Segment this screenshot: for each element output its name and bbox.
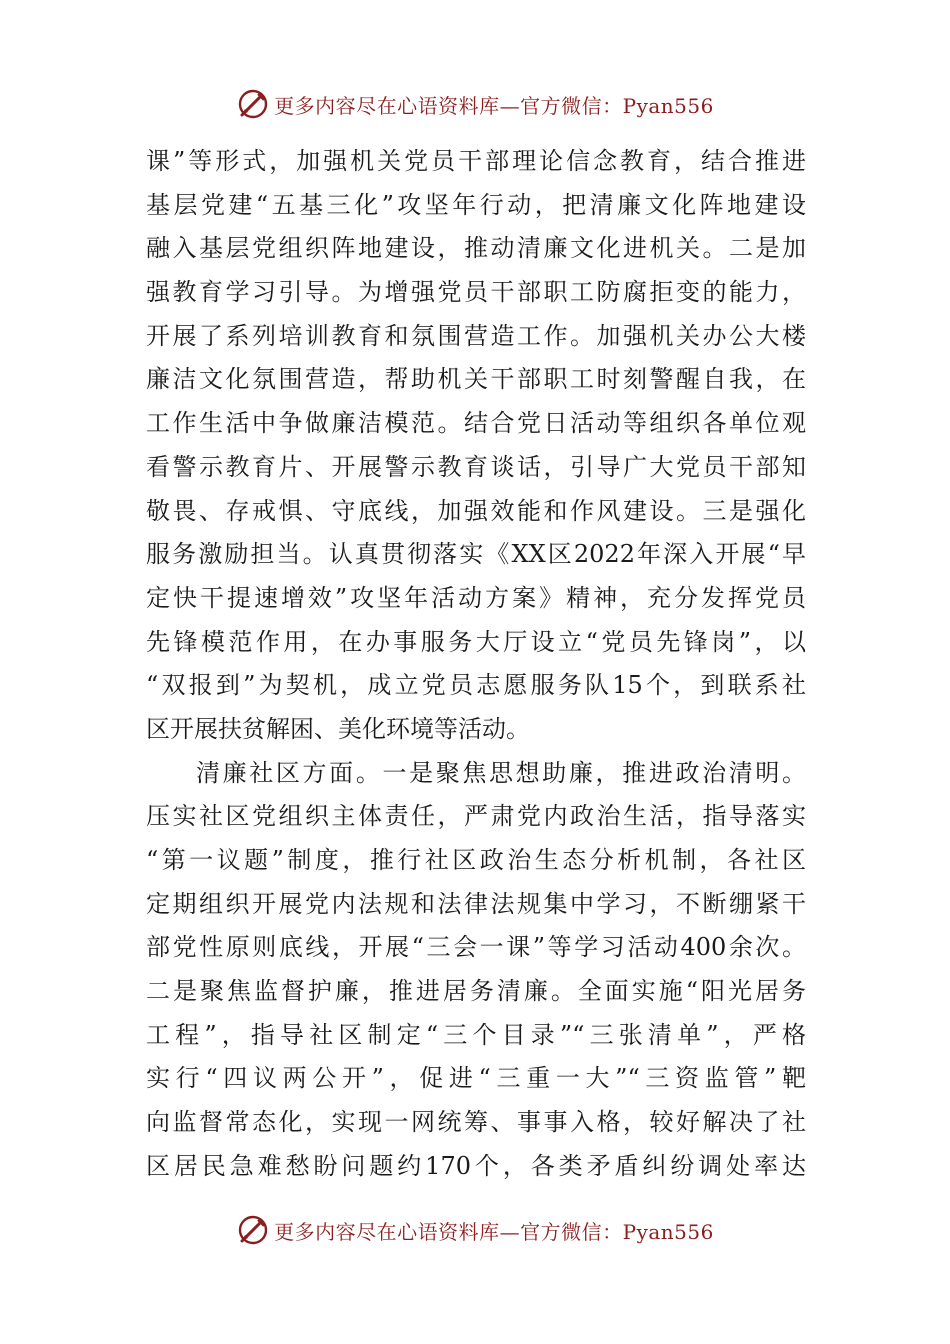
body-line: 课”等形式，加强机关党员干部理论信念教育，结合推进 <box>146 147 806 175</box>
header-banner-text: 更多内容尽在心语资料库—官方微信：Pyan556 <box>274 93 714 118</box>
pen-logo-icon <box>236 87 270 121</box>
header-banner <box>0 84 950 124</box>
body-line: 部党性原则底线，开展“三会一课”等学习活动400余次。 <box>146 933 806 962</box>
body-line: 敬畏、存戒惧、守底线，加强效能和作风建设。三是强化 <box>146 496 806 525</box>
body-line: 基层党建“五基三化”攻坚年行动，把清廉文化阵地建设 <box>146 190 806 219</box>
body-line: 看警示教育片、开展警示教育谈话，引导广大党员干部知 <box>146 452 806 481</box>
body-line: 开展了系列培训教育和氛围营造工作。加强机关办公大楼 <box>146 321 806 350</box>
body-line: 向监督常态化，实现一网统筹、事事入格，较好解决了社 <box>146 1108 806 1137</box>
body-line: 服务激励担当。认真贯彻落实《XX区2022年深入开展“早 <box>146 540 806 569</box>
body-line: 实行“四议两公开”，促进“三重一大”“三资监管”靶 <box>146 1064 806 1093</box>
paragraph-start-line: 清廉社区方面。一是聚焦思想助廉，推进政治清明。 <box>196 758 806 787</box>
body-line: 工程”，指导社区制定“三个目录”“三张清单”，严格 <box>146 1020 806 1049</box>
footer-banner <box>0 1210 950 1250</box>
body-line: 强教育学习引导。为增强党员干部职工防腐拒变的能力， <box>146 278 806 307</box>
body-line: 区居民急难愁盼问题约170个，各类矛盾纠纷调处率达 <box>146 1151 806 1180</box>
body-line: 定期组织开展党内法规和法律法规集中学习，不断绷紧干 <box>146 889 806 918</box>
body-line: 先锋模范作用，在办事服务大厅设立“党员先锋岗”，以 <box>146 627 806 656</box>
body-line: 区开展扶贫解困、美化环境等活动。 <box>146 714 530 743</box>
body-line: 融入基层党组织阵地建设，推动清廉文化进机关。二是加 <box>146 234 806 263</box>
body-line: “双报到”为契机，成立党员志愿服务队15个，到联系社 <box>146 671 806 700</box>
footer-banner-text: 更多内容尽在心语资料库—官方微信：Pyan556 <box>274 1219 714 1244</box>
body-line: 定快干提速增效”攻坚年活动方案》精神，充分发挥党员 <box>146 583 806 612</box>
document-body <box>146 140 806 1189</box>
body-line: 二是聚焦监督护廉，推进居务清廉。全面实施“阳光居务 <box>146 977 806 1006</box>
body-line: 廉洁文化氛围营造，帮助机关干部职工时刻警醒自我，在 <box>146 365 806 394</box>
body-line: 压实社区党组织主体责任，严肃党内政治生活，指导落实 <box>146 802 806 831</box>
body-line: “第一议题”制度，推行社区政治生态分析机制，各社区 <box>146 846 806 874</box>
pen-logo-icon <box>236 1213 270 1247</box>
body-line: 工作生活中争做廉洁模范。结合党日活动等组织各单位观 <box>146 409 806 438</box>
